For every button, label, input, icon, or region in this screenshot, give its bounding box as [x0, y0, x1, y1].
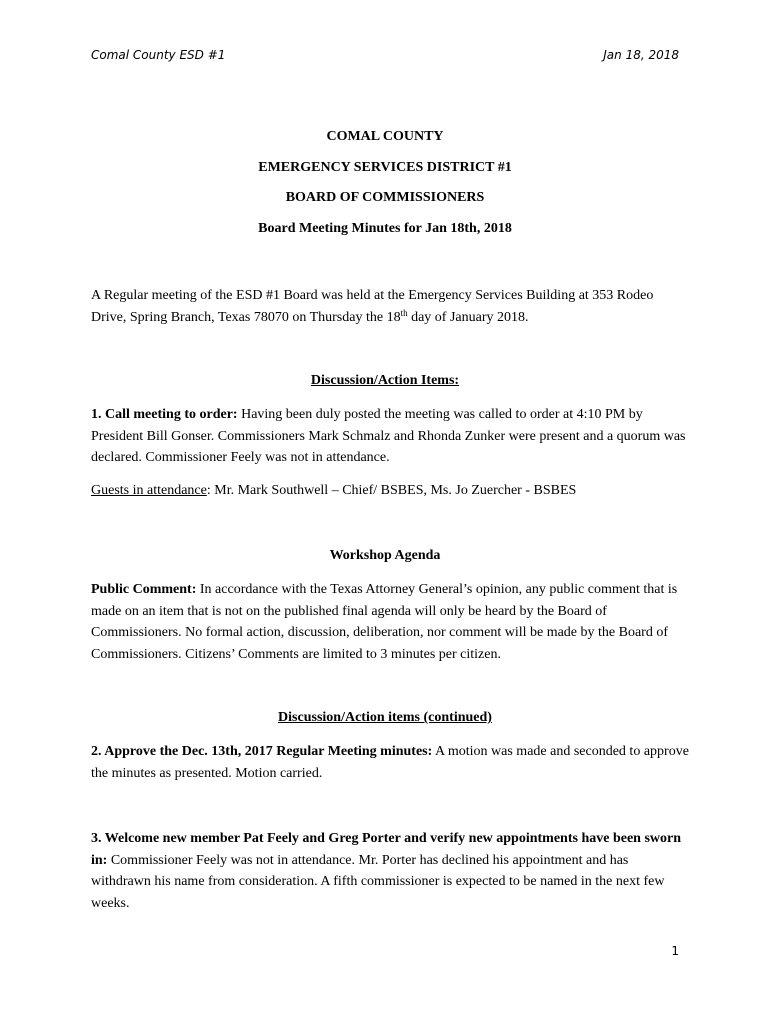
public-comment-text: In accordance with the Texas Attorney General’s opinion, any public comment that is made on an item that is not on the published final agenda will only be heard by the Board of Commissioners. No formal action, discussion, deliberation, nor comment will be made by the Board of Commissioners. Citizens’ Comments are limited to 3 minutes per citizen. [91, 582, 678, 662]
item-3-paragraph [91, 828, 691, 914]
guests-label: Guests in attendance [91, 483, 207, 498]
page-number: 1 [671, 944, 679, 958]
title-district: EMERGENCY SERVICES DISTRICT #1 [258, 160, 512, 175]
section-heading-discussion: Discussion/Action Items: [310, 373, 460, 388]
item-2-text: A motion was made and seconded to approve the minutes as presented. Motion carried. [91, 744, 689, 781]
item-2-paragraph [91, 741, 691, 784]
item-1-paragraph [91, 404, 691, 469]
guests-paragraph [91, 480, 691, 502]
title-board: BOARD OF COMMISSIONERS [285, 190, 485, 205]
item-3-text: Commissioner Feely was not in attendance. Mr. Porter has declined his appointment and has withdrawn his name from consideration. A fifth commissioner is expected to be named in the next few weeks. [91, 852, 665, 911]
item-1-text: Having been duly posted the meeting was called to order at 4:10 PM by President Bill Gonser. Commissioners Mark Schmalz and Rhonda Zunker were present and a quorum was declared. Commissioner Feely was not in attendance. [91, 407, 686, 465]
intro-text-b: day of January 2018. [407, 309, 529, 325]
public-comment-label: Public Comment: [91, 582, 197, 597]
intro-text-a: A Regular meeting of the ESD #1 Board was held at the Emergency Services Building at 353 Rodeo Drive, Spring Branch, Texas 78070 on Thursday the 18 [91, 288, 654, 325]
item-1-label: 1. Call meeting to order: [91, 407, 238, 422]
header-organization: Comal County ESD #1 [91, 48, 226, 62]
title-county: COMAL COUNTY [326, 129, 444, 144]
item-2-label: 2. Approve the Dec. 13th, 2017 Regular Meeting minutes: [91, 744, 433, 759]
public-comment-paragraph [91, 579, 691, 665]
section-heading-continued: Discussion/Action items (continued) [278, 710, 492, 725]
workshop-heading: Workshop Agenda [329, 548, 441, 563]
title-minutes: Board Meeting Minutes for Jan 18th, 2018 [258, 221, 512, 236]
item-3-label: 3. Welcome new member Pat Feely and Greg Porter and verify new appointments have been sworn in: [91, 831, 682, 868]
header-date: Jan 18, 2018 [603, 48, 679, 62]
intro-paragraph [91, 285, 691, 328]
intro-superscript: th [400, 307, 408, 318]
guests-text: : Mr. Mark Southwell – Chief/ BSBES, Ms. Jo Zuercher - BSBES [206, 483, 577, 498]
